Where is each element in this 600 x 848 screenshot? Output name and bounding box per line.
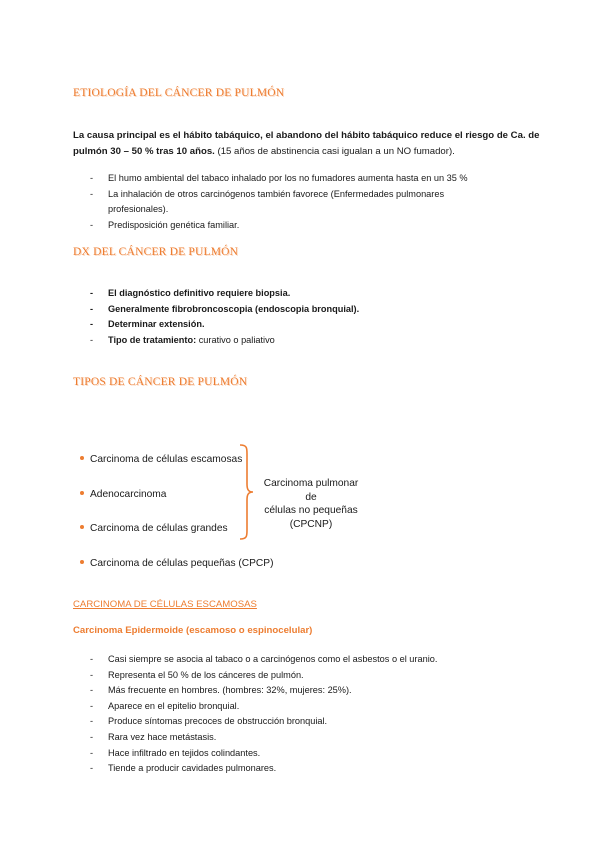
list-item: - Hace infiltrado en tejidos colindantes. [90,746,520,762]
cpcnp-group-label: Carcinoma pulmonar de células no pequeñas (CPCNP) [263,478,359,530]
list-item: - El diagnóstico definitivo requiere biopsia. [90,286,490,302]
dash-icon: - [90,747,94,758]
dash-icon: - [90,685,94,696]
dash-icon: - [90,288,94,298]
list-item: - Casi siempre se asocia al tabaco o a carcinógenos como el asbestos o el uranio. [90,652,520,668]
list-item: - Tiende a producir cavidades pulmonares. [90,761,520,777]
dash-icon: - [90,669,94,680]
etiologia-intro-normal: (15 años de abstinencia casi igualan a un NO fumador). [214,146,455,157]
etiologia-intro [73,128,543,160]
dash-icon: - [90,173,94,183]
section-title-tipos: TIPOS DE CÁNCER DE PULMÓN [73,376,248,388]
list-item: - Predisposición genética familiar. [90,218,470,234]
curly-brace-icon [238,444,254,540]
tipo-bullet-3: Carcinoma de células grandes [80,523,228,534]
list-item: - Aparece en el epitelio bronquial. [90,699,520,715]
dash-icon: - [90,334,94,345]
list-item: - Determinar extensión. [90,317,490,333]
orange-dot-icon [80,491,84,495]
escamosas-subtitle: Carcinoma Epidermoide (escamoso o espinocelular) [73,625,313,636]
list-item: - Generalmente fibrobroncoscopia (endoscopia bronquial). [90,302,490,318]
section-title-dx: DX DEL CÁNCER DE PULMÓN [73,246,239,258]
section-title-etiologia: ETIOLOGÍA DEL CÁNCER DE PULMÓN [73,87,285,99]
list-item: - La inhalación de otros carcinógenos también favorece (Enfermedades pulmonares profesionales). [90,188,445,215]
dash-icon: - [90,219,94,230]
dash-icon: - [90,319,94,330]
list-item: - Representa el 50 % de los cánceres de pulmón. [90,668,520,684]
list-item: - Tipo de tratamiento: curativo o paliativo [90,333,490,349]
tipo-bullet-4: Carcinoma de células pequeñas (CPCP) [80,558,273,569]
tipo-bullet-2: Adenocarcinoma [80,489,166,500]
orange-dot-icon [80,456,84,460]
escamosas-list [90,652,520,777]
orange-dot-icon [80,560,84,564]
list-item: - Más frecuente en hombres. (hombres: 32%, mujeres: 25%). [90,683,520,699]
section-title-escamosas: CARCINOMA DE CÉLULAS ESCAMOSAS [73,599,257,610]
dash-icon: - [90,303,94,314]
etiologia-list [90,171,470,233]
dash-icon: - [90,188,94,199]
dash-icon: - [90,716,94,727]
orange-dot-icon [80,525,84,529]
dash-icon: - [90,654,94,664]
etiologia-intro-bold: La causa principal es el hábito tabáquico, el abandono del hábito tabáquico reduce el riesgo de Ca. de pulmón 30 – 50 % tras 10 años. [73,130,540,157]
dash-icon: - [90,763,94,774]
tipo-bullet-1: Carcinoma de células escamosas [80,454,242,465]
dash-icon: - [90,731,94,742]
list-item: - El humo ambiental del tabaco inhalado por los no fumadores aumenta hasta en un 35 % [90,171,470,187]
dx-list [90,286,490,348]
dash-icon: - [90,700,94,711]
list-item: - Produce síntomas precoces de obstrucción bronquial. [90,714,520,730]
list-item: - Rara vez hace metástasis. [90,730,520,746]
